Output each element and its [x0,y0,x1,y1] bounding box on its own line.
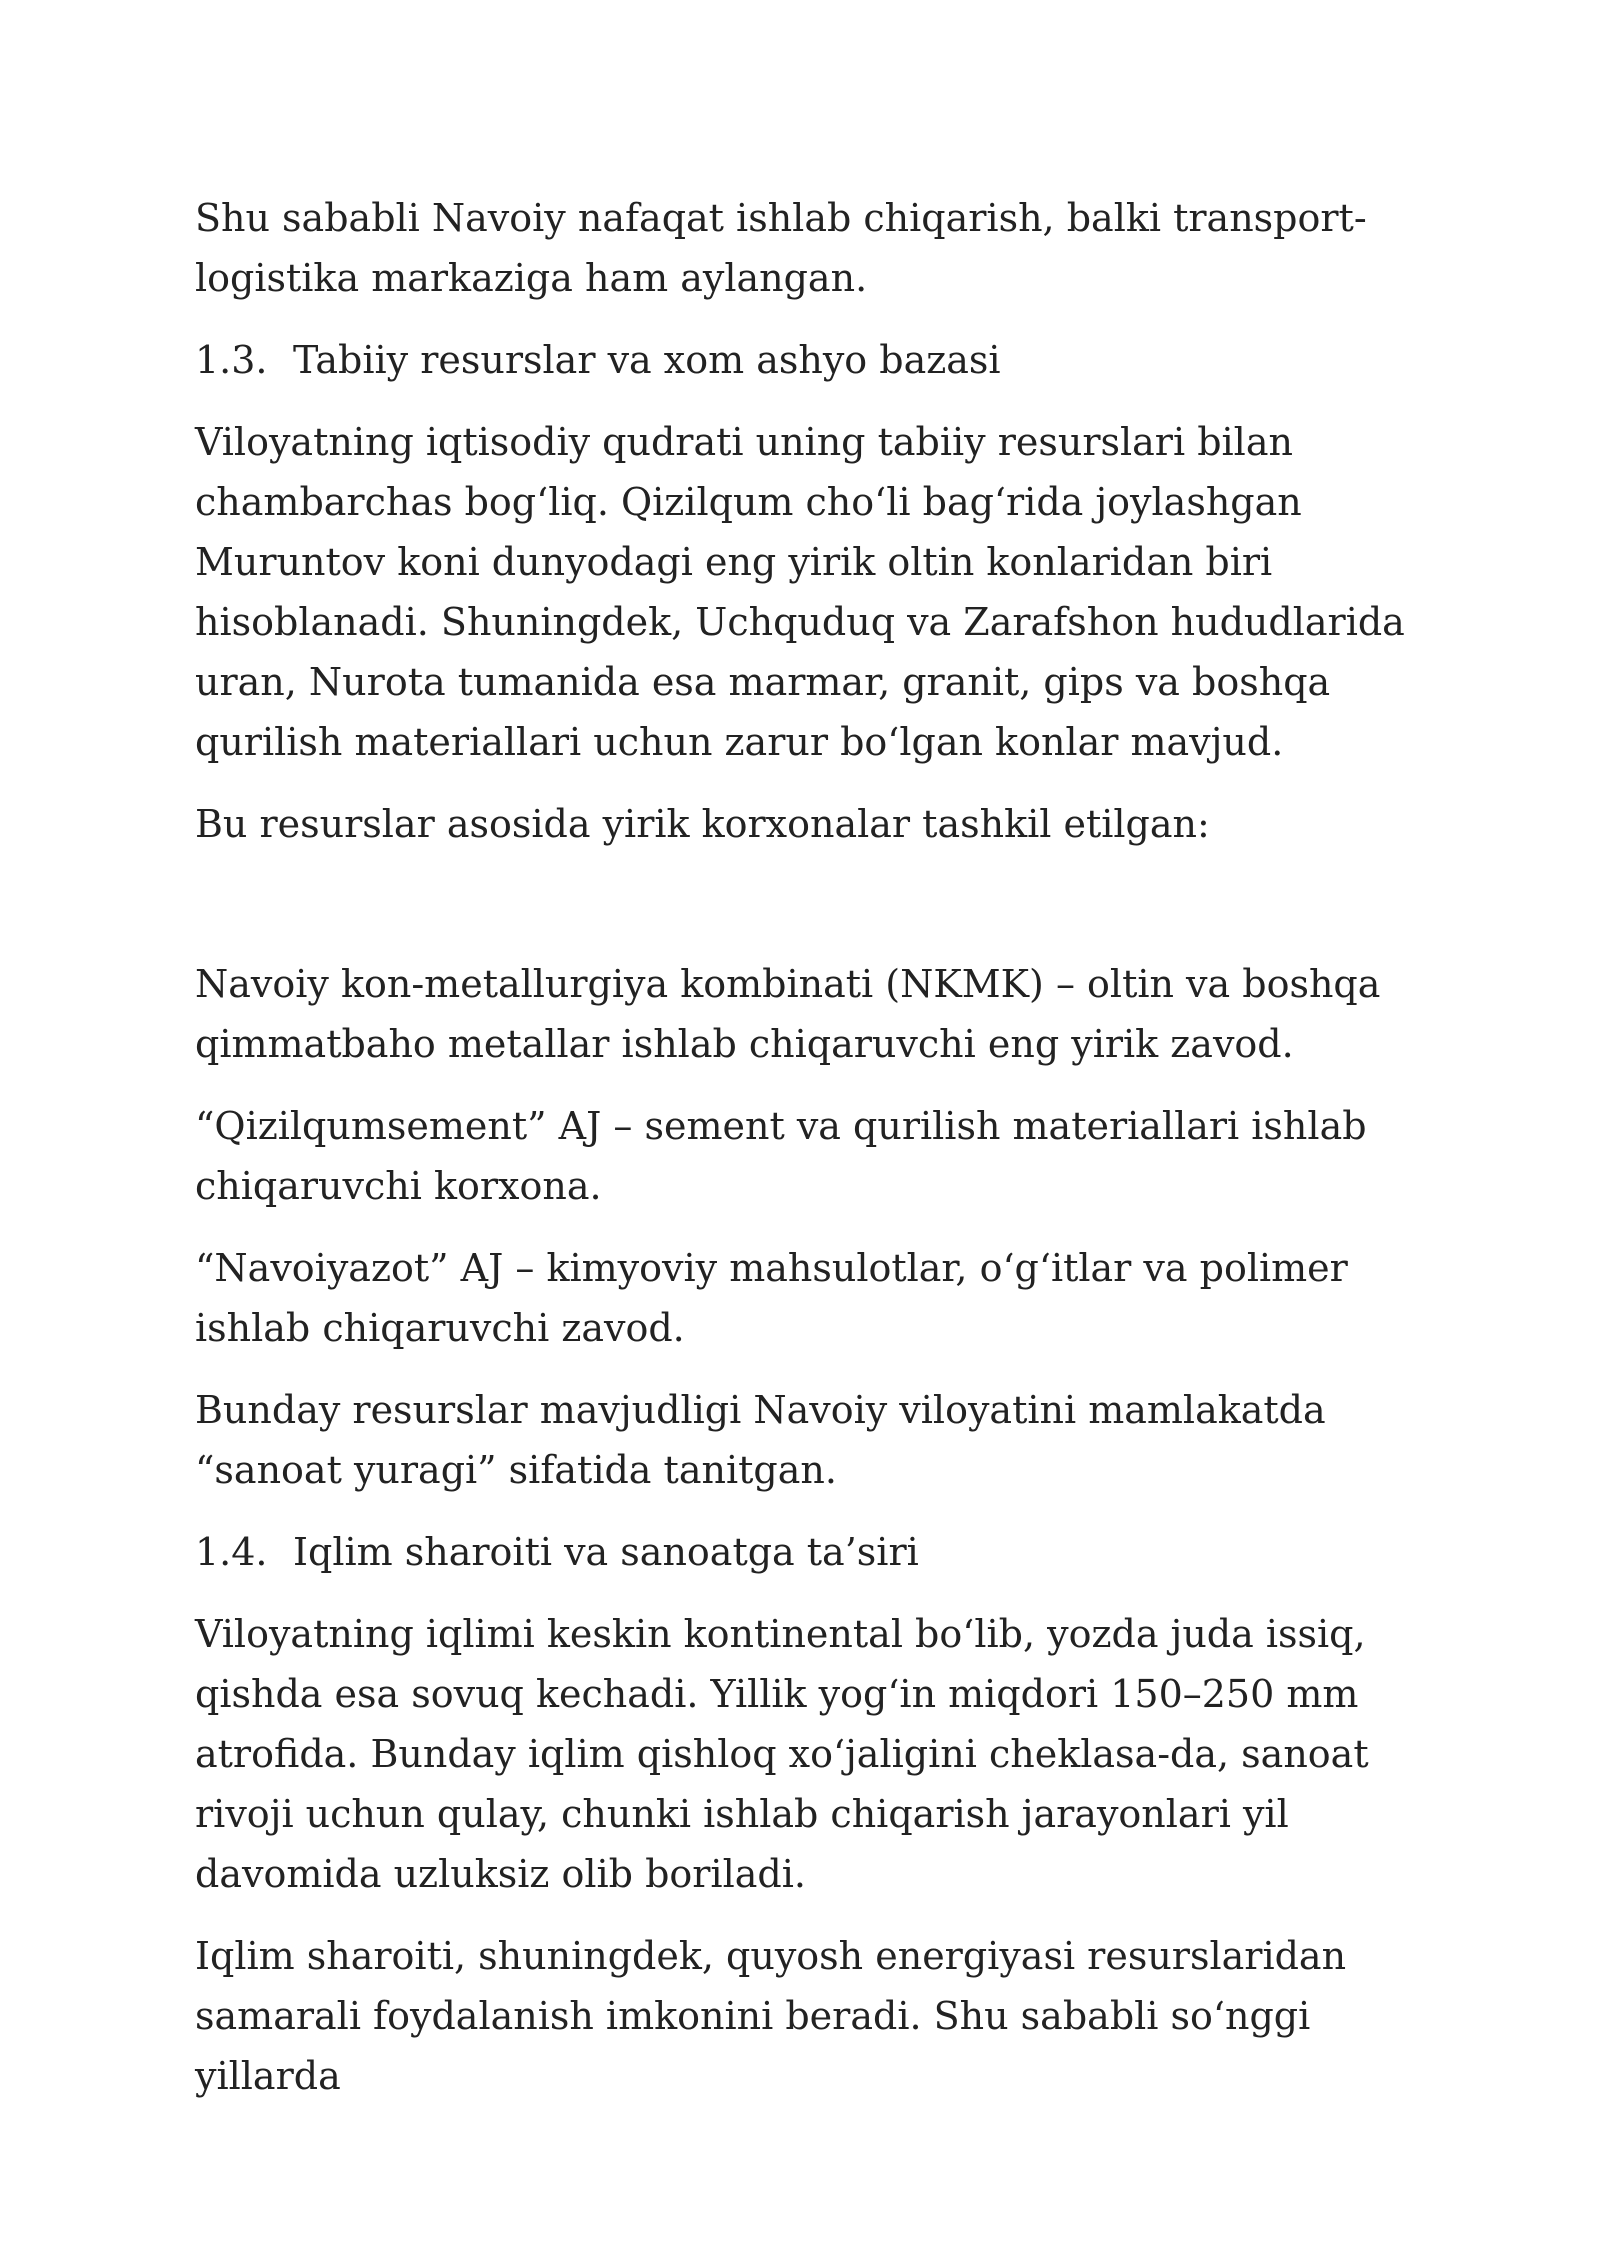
blank-spacer [195,876,1435,954]
paragraph-industrial-heart: Bunday resurslar mavjudligi Navoiy viloyatini mamlakatda “sanoat yuragi” sifatida tanitgan. [195,1388,1326,1492]
section-number: 1.4. [195,1530,268,1574]
list-item-qizilqumsement: “Qizilqumsement” AJ – sement va qurilish materiallari ishlab chiqaruvchi korxona. [195,1104,1367,1208]
paragraph-transport-logistics: Shu sababli Navoiy nafaqat ishlab chiqarish, balki transport-logistika markaziga ham aylangan. [195,196,1367,300]
list-item-nkmk: Navoiy kon-metallurgiya kombinati (NKMK) – oltin va boshqa qimmatbaho metallar ishlab chiqaruvchi eng yirik zavod. [195,962,1381,1066]
paragraph-natural-resources: Viloyatning iqtisodiy qudrati uning tabiiy resurslari bilan chambarchas bog‘liq. Qizilqum cho‘li bag‘rida joylashgan Muruntov koni dunyodagi eng yirik oltin konlaridan biri hisoblanadi. Shuningdek, Uchquduq va Zarafshon hududlarida uran, Nurota tumanida esa marmar, granit, gips va boshqa qurilish materiallari uchun zarur bo‘lgan konlar mavjud. [195,420,1405,764]
section-number: 1.3. [195,338,268,382]
section-heading-1-3 [195,330,1435,390]
section-title: Iqlim sharoiti va sanoatga ta’siri [293,1530,919,1574]
document-body [195,188,1435,2128]
paragraph-enterprises-intro: Bu resurslar asosida yirik korxonalar tashkil etilgan: [195,802,1210,846]
section-heading-1-4 [195,1522,1435,1582]
paragraph-solar-energy: Iqlim sharoiti, shuningdek, quyosh energiyasi resurslaridan samarali foydalanish imkonini beradi. Shu sababli so‘nggi yillarda [195,1934,1347,2098]
paragraph-climate: Viloyatning iqlimi keskin kontinental bo‘lib, yozda juda issiq, qishda esa sovuq kechadi. Yillik yog‘in miqdori 150–250 mm atrofida. Bunday iqlim qishloq xo‘jaligini cheklasa-da, sanoat rivoji uchun qulay, chunki ishlab chiqarish jarayonlari yil davomida uzluksiz olib boriladi. [195,1612,1369,1896]
section-title: Tabiiy resurslar va xom ashyo bazasi [293,338,1001,382]
list-item-navoiyazot: “Navoiyazot” AJ – kimyoviy mahsulotlar, o‘g‘itlar va polimer ishlab chiqaruvchi zavod. [195,1246,1348,1350]
